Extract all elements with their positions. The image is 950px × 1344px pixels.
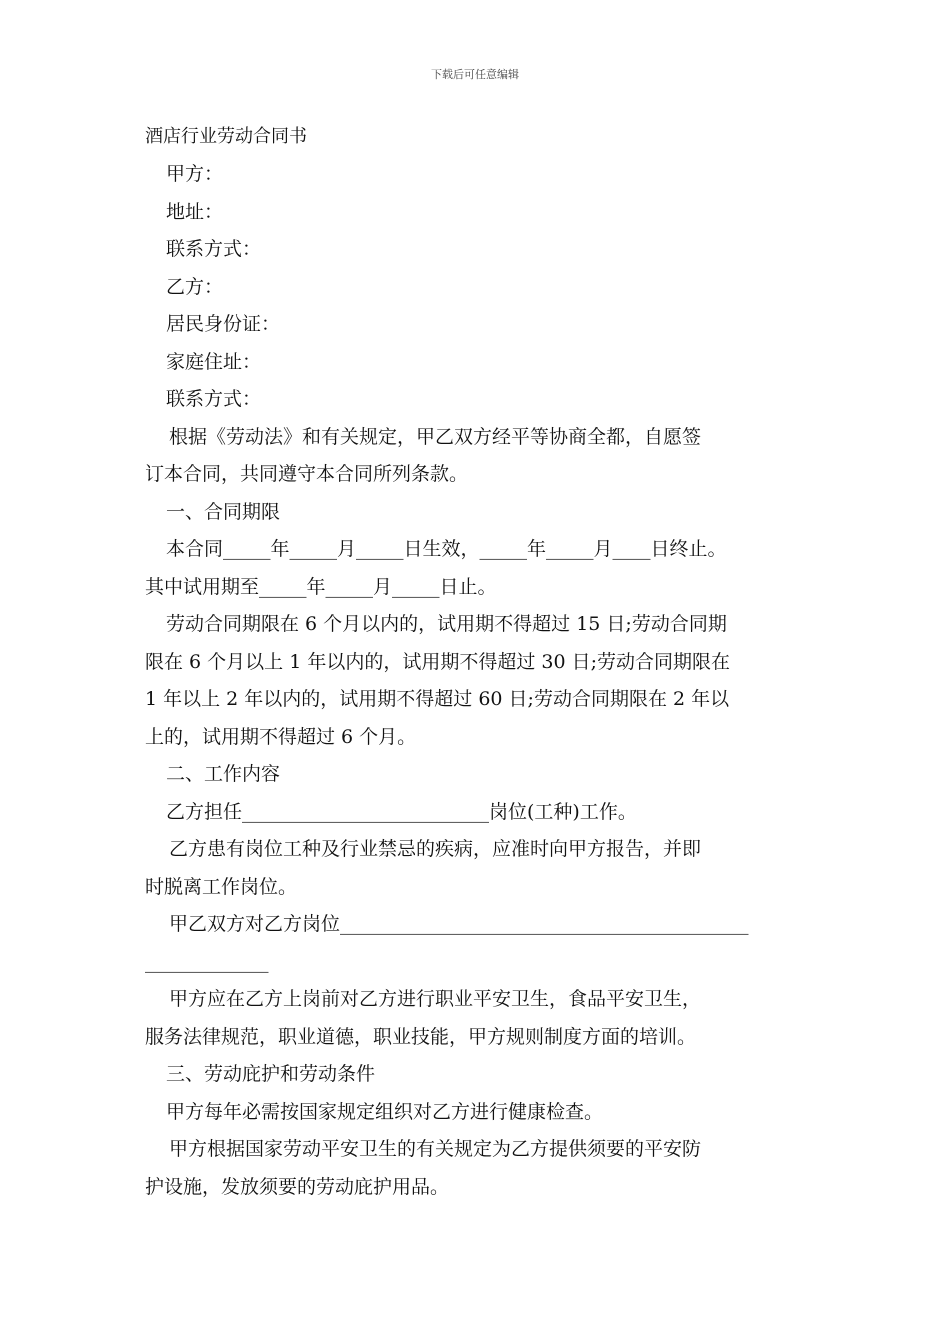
section-1-heading: 一、合同期限 (166, 500, 281, 523)
safety-line-2: 护设施，发放须要的劳动庇护用品。 (145, 1175, 450, 1198)
party-b-contact-label: 联系方式： (166, 388, 262, 410)
training-line-1: 甲方应在乙方上岗前对乙方进行职业平安卫生，食品平安卫生， (169, 988, 702, 1010)
probation-line-2: 限在 6 个月以上 1 年以内的，试用期不得超过 30 日;劳动合同期限在 (145, 650, 730, 673)
checkup-line: 甲方每年必需按国家规定组织对乙方进行健康检查。 (166, 1100, 604, 1123)
duty-line-1: 甲乙双方对乙方岗位___________________________________________ (169, 913, 749, 935)
document-title: 酒店行业劳动合同书 (145, 126, 307, 147)
disease-line-1: 乙方患有岗位工种及行业禁忌的疾病，应准时向甲方报告，并即 (169, 838, 702, 860)
intro-line-2: 订本合同，共同遵守本合同所列条款。 (145, 463, 469, 485)
probation-line-4: 上的，试用期不得超过 6 个月。 (145, 725, 417, 748)
intro-line-1: 根据《劳动法》和有关规定，甲乙双方经平等协商全都，自愿签 (169, 425, 702, 448)
disease-line-2: 时脱离工作岗位。 (145, 875, 298, 898)
position-line: 乙方担任__________________________岗位(工种)工作。 (166, 800, 637, 823)
training-line-2: 服务法律规范，职业道德，职业技能，甲方规则制度方面的培训。 (145, 1025, 697, 1048)
term-line-2: 其中试用期至_____年_____月_____日止。 (145, 575, 497, 598)
party-b-id-label: 居民身份证： (166, 313, 281, 335)
party-a-address-label: 地址： (166, 200, 224, 223)
safety-line-1: 甲方根据国家劳动平安卫生的有关规定为乙方提供须要的平安防 (169, 1138, 702, 1160)
probation-line-1: 劳动合同期限在 6 个月以内的，试用期不得超过 15 日;劳动合同期 (166, 613, 727, 635)
term-line-1: 本合同_____年_____月_____日生效，_____年_____月____日终止。 (166, 538, 727, 560)
duty-line-2: _____________ (145, 950, 269, 973)
contract-document (145, 122, 815, 1209)
party-b-label: 乙方： (166, 275, 224, 298)
party-b-home-label: 家庭住址： (166, 350, 262, 373)
party-a-label: 甲方： (166, 163, 224, 185)
probation-line-3: 1 年以上 2 年以内的，试用期不得超过 60 日;劳动合同期限在 2 年以 (145, 688, 730, 710)
party-a-contact-label: 联系方式： (166, 238, 262, 260)
section-3-heading: 三、劳动庇护和劳动条件 (166, 1063, 376, 1085)
page-header: 下载后可任意编辑 (431, 68, 519, 81)
section-2-heading: 二、工作内容 (166, 763, 281, 785)
